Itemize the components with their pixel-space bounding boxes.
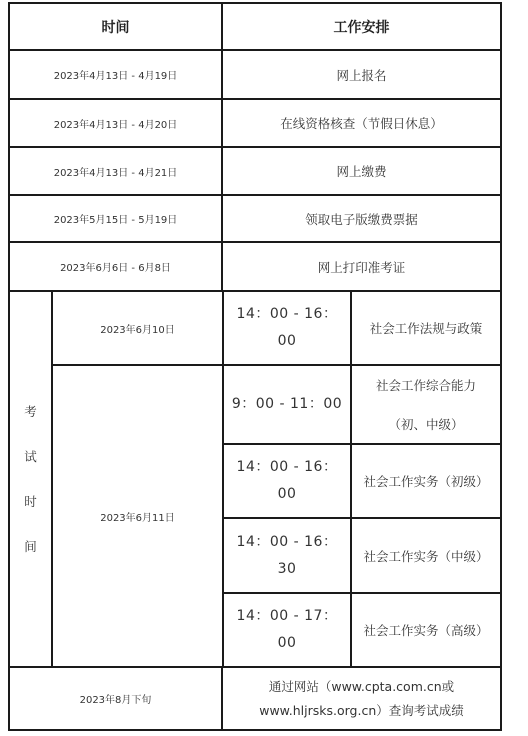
exam-label-char: 试	[24, 449, 37, 464]
exam-time-label	[10, 292, 51, 666]
exam-session-time: 9：00 - 11：00	[231, 396, 343, 412]
table-border-bottom	[8, 729, 502, 731]
exam-session-subject: 社会工作实务（高级）	[363, 623, 489, 638]
time-line: 30	[277, 560, 297, 577]
exam-label-char: 考	[24, 404, 37, 419]
results-line: 通过网站（www.cpta.com.cn或	[268, 678, 455, 694]
row-date: 2023年4月13日 - 4月19日	[53, 71, 178, 82]
subject-line: （初、中级）	[388, 416, 464, 432]
row-date: 2023年6月6日 - 6月8日	[60, 263, 171, 274]
exam-session-time	[224, 292, 350, 364]
row-date: 2023年4月13日 - 4月21日	[53, 167, 178, 179]
results-line: www.hljrsks.org.cn）查询考试成绩	[259, 702, 464, 718]
time-line: 14：00 - 16：	[236, 459, 338, 475]
time-line: 14：00 - 16：	[236, 533, 338, 550]
time-line: 00	[277, 486, 297, 502]
exam-session-subject	[352, 366, 500, 443]
exam-session-time	[224, 445, 350, 517]
time-line: 14：00 - 16：	[236, 306, 338, 322]
header-work: 工作安排	[333, 19, 390, 36]
exam-session-time	[224, 594, 350, 666]
results-info	[223, 668, 500, 729]
time-line: 00	[277, 333, 297, 349]
time-line: 00	[277, 635, 297, 651]
subject-line: 社会工作综合能力	[375, 377, 476, 393]
row-date: 2023年5月15日 - 5月19日	[53, 215, 178, 226]
row-date: 2023年4月13日 - 4月20日	[53, 119, 178, 131]
row-task: 网上打印准考证	[317, 259, 406, 275]
exam-day1-date: 2023年6月10日	[100, 324, 175, 336]
exam-label-char: 时	[24, 494, 37, 509]
exam-session-subject: 社会工作实务（初级）	[363, 474, 489, 489]
table-border-right	[500, 2, 502, 731]
results-date: 2023年8月下旬	[79, 695, 152, 706]
exam-session-time	[224, 519, 350, 592]
header-time: 时间	[101, 19, 130, 36]
exam-session-subject: 社会工作实务（中级）	[363, 548, 489, 564]
exam-label-char: 间	[24, 539, 37, 554]
exam-day2-date: 2023年6月11日	[100, 512, 175, 524]
row-task: 网上报名	[336, 67, 387, 83]
time-line: 14：00 - 17：	[236, 608, 338, 624]
exam-session-subject: 社会工作法规与政策	[369, 321, 483, 336]
row-task: 网上缴费	[336, 164, 387, 179]
row-task: 在线资格核查（节假日休息）	[280, 116, 443, 131]
row-task: 领取电子版缴费票据	[305, 211, 418, 227]
